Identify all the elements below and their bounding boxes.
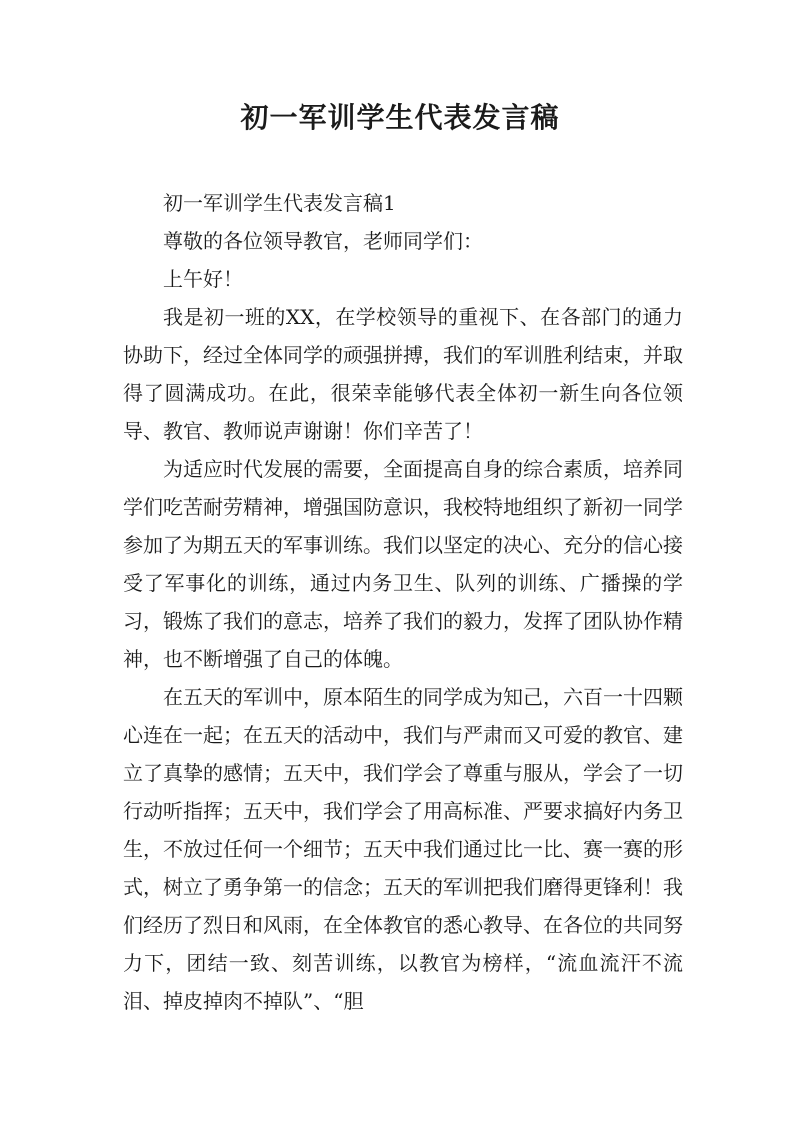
salutation: 尊敬的各位领导教官，老师同学们： [163,229,483,253]
paragraph-training-purpose: 为适应时代发展的需要，全面提高自身的综合素质，培养同学们吃苦耐劳精神，增强国防意识，我校特地组织了新初一同学参加了为期五天的军事训练。我们以坚定的决心、充分的信心接受了军事化的训练，通过内务卫生、队列的训练、广播操的学习，锻炼了我们的意志，培养了我们的毅力，发挥了团队协作精神，也不断增强了自己的体魄。 [123,457,683,671]
section-heading: 初一军训学生代表发言稿1 [163,191,396,215]
paragraph-introduction: 我是初一班的XX，在学校领导的重视下、在各部门的通力协助下，经过全体同学的顽强拼搏，我们的军训胜利结束，并取得了圆满成功。在此，很荣幸能够代表全体初一新生向各位领导、教官、教师说声谢谢！你们辛苦了！ [123,305,683,443]
greeting: 上午好！ [163,267,243,291]
document-body [123,184,683,1020]
paragraph-training-experience: 在五天的军训中，原本陌生的同学成为知己，六百一十四颗心连在一起；在五天的活动中，我们与严肃而又可爱的教官、建立了真挚的感情；五天中，我们学会了尊重与服从，学会了一切行动听指挥；五天中，我们学会了用高标准、严要求搞好内务卫生，不放过任何一个细节；五天中我们通过比一比、赛一赛的形式，树立了勇争第一的信念；五天的军训把我们磨得更锋利！我们经历了烈日和风雨，在全体教官的悉心教导、在各位的共同努力下，团结一致、刻苦训练，以教官为榜样，“流血流汗不流泪、掉皮掉肉不掉队”、“胆 [123,685,683,1013]
document-title: 初一军训学生代表发言稿 [240,101,560,134]
